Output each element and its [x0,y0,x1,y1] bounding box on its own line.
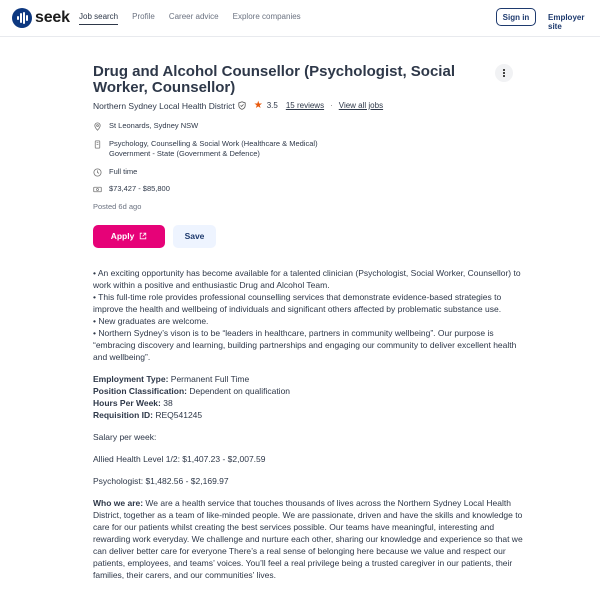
detail-employment-type: Employment Type: Permanent Full Time [93,373,250,384]
save-button[interactable]: Save [173,225,216,248]
star-icon: ★ [253,100,263,111]
description-bullet: • New graduates are welcome. [93,315,209,326]
rating-value: 3.5 [266,101,278,110]
reviews-link[interactable]: 15 reviews [285,101,325,110]
posted-date: Posted 6d ago [93,201,142,211]
job-meta [93,121,523,211]
job-actions [93,225,523,248]
work-type-text: Full time [109,166,138,176]
description-bullet: • Northern Sydney’s vison is to be “leaders in healthcare, partners in community wellbeing”. Our purpose is “embracing discovery and learning, building partnerships and engaging our community to deliver excellent health and wellbeing”. [93,327,517,362]
nav-explore-companies[interactable]: Explore companies [232,12,301,21]
classification-primary[interactable]: Psychology, Counselling & Social Work (Healthcare & Medical) [109,138,318,148]
apply-button[interactable] [93,225,165,248]
salary-allied-health: Allied Health Level 1/2: $1,407.23 - $2,007.59 [93,453,266,464]
main-nav [79,12,315,21]
building-icon [93,140,102,149]
salary-text: $73,427 - $85,800 [109,184,170,193]
external-link-icon [139,232,147,240]
who-we-are: Who we are: We are a health service that touches thousands of lives across the Northern Sydney Local Health District, together as a team of like-minded people. We are passionate, driven and have the skills and knowledge to care for our patients whilst creating the best services possible. Our teams have meaningful, interesting and rewarding work everyday. We challenge and nurture each other, sharing our knowledge and experience so that we can deliver better care for everyone There’s a real sense of belonging here because we value and respect our patients, employees, and teams’ voices. You’ll feel a real privilege being a trusted caregiver in our patients, their families, their carers, and our communities’ lives. [93,497,523,580]
job-description [93,267,523,581]
location-text[interactable]: St Leonards, Sydney NSW [109,121,199,130]
work-type-row [93,167,523,178]
advertiser-row [93,100,523,111]
view-all-jobs-link[interactable]: View all jobs [338,101,384,110]
nav-job-search[interactable]: Job search [79,12,119,21]
more-vertical-icon [503,72,505,74]
sign-in-button[interactable]: Sign in [496,8,536,26]
classification-secondary[interactable]: Government - State (Government & Defence) [109,149,260,158]
location-pin-icon [93,122,102,131]
seek-logo[interactable] [12,8,70,28]
seek-logo-icon [12,8,32,28]
detail-hours-per-week: Hours Per Week: 38 [93,397,173,408]
job-details [93,64,523,581]
nav-career-advice[interactable]: Career advice [168,12,219,21]
job-details-list [93,373,523,421]
description-bullet: • An exciting opportunity has become available for a talented clinician (Psychologist, Social Worker, Counsellor) to work within a positive and enthusiastic Drug and Alcohol Team. [93,267,521,290]
salary-row [93,184,523,195]
description-bullet: • This full-time role provides professional counselling services that demonstrate evidence-based strategies to improve the health and wellbeing of individuals and significant others affected by problematic substance use. [93,291,502,314]
advertiser-name[interactable]: Northern Sydney Local Health District [93,100,235,111]
top-navigation-bar [0,0,600,37]
detail-position-classification: Position Classification: Dependent on qualification [93,385,291,396]
shield-check-icon [238,101,246,110]
money-icon [93,185,102,194]
nav-profile[interactable]: Profile [132,12,155,21]
separator: · [330,101,333,110]
salary-psychologist: Psychologist: $1,482.56 - $2,169.97 [93,475,229,486]
location-row [93,121,523,132]
classification-row [93,139,523,160]
brand-name: seek [35,9,70,26]
salary-heading: Salary per week: [93,431,157,442]
detail-requisition-id: Requisition ID: REQ541245 [93,409,203,420]
job-title: Drug and Alcohol Counsellor (Psychologist, Social Worker, Counsellor) [93,63,455,96]
apply-label: Apply [110,231,135,241]
clock-icon [93,168,102,177]
more-options-button[interactable] [495,64,513,82]
employer-site-link[interactable]: Employer site [548,13,585,31]
